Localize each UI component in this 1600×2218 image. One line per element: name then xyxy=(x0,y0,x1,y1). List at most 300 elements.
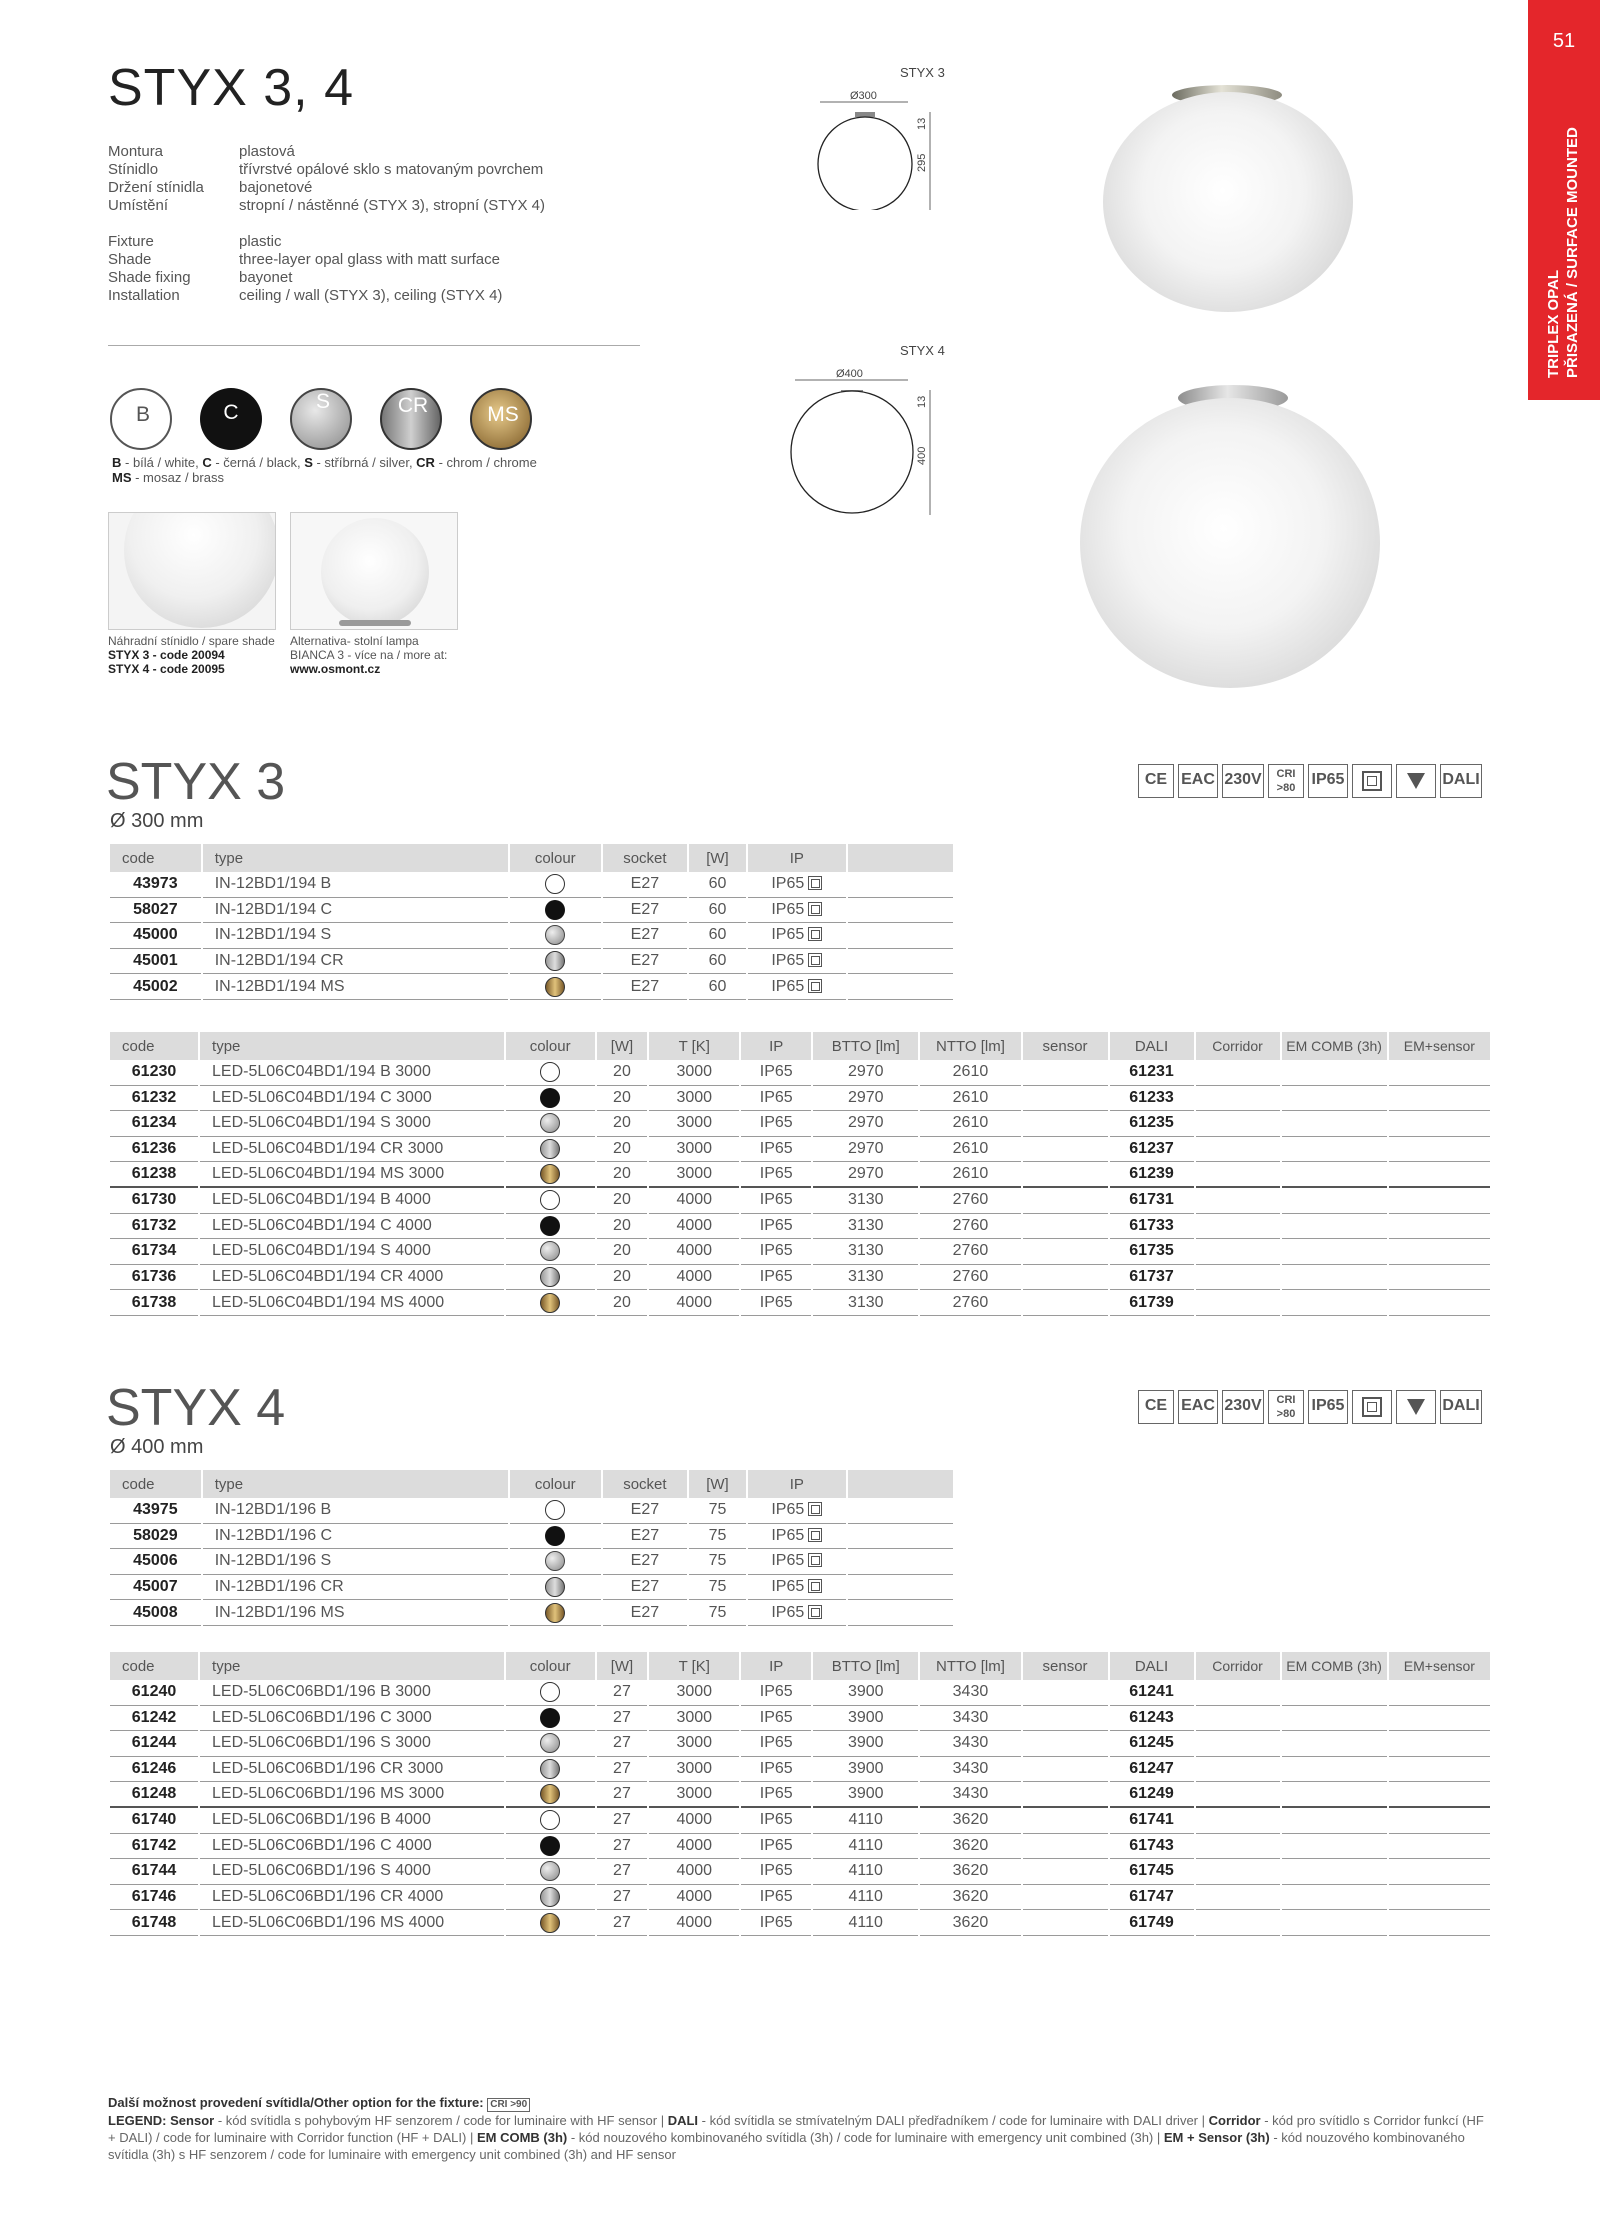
cell-type: LED-5L06C06BD1/196 C 4000 xyxy=(200,1834,504,1860)
table-row xyxy=(110,1575,953,1601)
dimension-dia: Ø400 xyxy=(836,368,863,380)
legend-desc: - kód pro svítidlo s Corridor funkcí (HF + DALI) / code for luminaire with Corridor function (HF + DALI) | xyxy=(108,2113,1484,2145)
spec-value: plastic xyxy=(239,233,282,250)
spec-key: Shade fixing xyxy=(108,269,191,286)
column-header: DALI xyxy=(1110,1652,1194,1680)
cell-colour xyxy=(506,1060,595,1086)
cell-dali: 61739 xyxy=(1110,1290,1194,1316)
cell-code: 61746 xyxy=(110,1885,198,1911)
cert-f-icon xyxy=(1396,1390,1436,1424)
table-row xyxy=(110,1214,1490,1240)
caption-line: STYX 3 - code 20094 xyxy=(108,648,225,662)
cell-ip xyxy=(748,1575,846,1601)
column-header: Corridor xyxy=(1196,1652,1280,1680)
cell-ip: IP65 xyxy=(741,1680,811,1706)
cell-type: LED-5L06C06BD1/196 S 3000 xyxy=(200,1731,504,1757)
spec-key: Shade xyxy=(108,251,152,268)
cell-watt: 27 xyxy=(597,1782,648,1808)
cell-em-comb xyxy=(1282,1239,1387,1265)
cell-dali: 61241 xyxy=(1110,1680,1194,1706)
cell-dali: 61247 xyxy=(1110,1757,1194,1783)
page-title: STYX 3, 4 xyxy=(108,59,354,117)
cell-ip: IP65 xyxy=(741,1060,811,1086)
colour-legend xyxy=(112,455,632,485)
cell-btto: 2970 xyxy=(813,1086,918,1112)
cell-btto: 2970 xyxy=(813,1137,918,1163)
header-row xyxy=(110,844,953,872)
cell-type: LED-5L06C04BD1/194 C 3000 xyxy=(200,1086,504,1112)
cell-em-sensor xyxy=(1389,1239,1490,1265)
cell-empty xyxy=(848,1549,953,1575)
cell-colour xyxy=(506,1680,595,1706)
spec-list-en xyxy=(108,233,628,305)
column-header: T [K] xyxy=(649,1032,739,1060)
cell-ntto: 2760 xyxy=(920,1290,1020,1316)
cell-type: IN-12BD1/196 MS xyxy=(203,1600,508,1626)
cell-ip: IP65 xyxy=(741,1214,811,1240)
cell-ntto: 3620 xyxy=(920,1808,1020,1834)
legend-code: S xyxy=(304,455,313,470)
cell-colour xyxy=(510,923,601,949)
cell-empty xyxy=(848,872,953,898)
cell-ntto: 2760 xyxy=(920,1188,1020,1214)
cell-corridor xyxy=(1196,1757,1280,1783)
cell-type: IN-12BD1/194 C xyxy=(203,898,508,924)
cell-sensor xyxy=(1023,1885,1108,1911)
cell-sensor xyxy=(1023,1137,1108,1163)
cell-ntto: 3430 xyxy=(920,1757,1020,1783)
styx4-title: STYX 4 xyxy=(106,1379,286,1437)
cell-code: 61730 xyxy=(110,1188,198,1214)
column-header: [W] xyxy=(689,844,746,872)
cell-em-sensor xyxy=(1389,1808,1490,1834)
column-header: type xyxy=(203,1470,508,1498)
swatch-black xyxy=(200,388,262,450)
cell-code: 61240 xyxy=(110,1680,198,1706)
cell-watt: 20 xyxy=(597,1137,648,1163)
table-row xyxy=(110,1549,953,1575)
cell-sensor xyxy=(1023,1290,1108,1316)
cell-sensor xyxy=(1023,1757,1108,1783)
cell-colour xyxy=(506,1265,595,1291)
cell-dali: 61741 xyxy=(1110,1808,1194,1834)
styx4-certifications xyxy=(1138,1390,1493,1426)
column-header: [W] xyxy=(597,1652,648,1680)
cell-sensor xyxy=(1023,1834,1108,1860)
column-header: EM+sensor xyxy=(1389,1032,1490,1060)
legend-text: - bílá / white, xyxy=(121,455,203,470)
cell-sensor xyxy=(1023,1706,1108,1732)
cell-ntto: 3620 xyxy=(920,1910,1020,1936)
table-row xyxy=(110,1680,1490,1706)
cell-colour xyxy=(506,1290,595,1316)
cell-sensor xyxy=(1023,1162,1108,1188)
column-header: IP xyxy=(748,1470,846,1498)
class-ii-icon xyxy=(808,902,822,916)
caption-line: STYX 4 - code 20095 xyxy=(108,662,225,676)
table-row xyxy=(110,923,953,949)
colour-ms-icon xyxy=(545,1603,565,1623)
cert-ip65-icon: IP65 xyxy=(1308,764,1348,798)
cell-em-comb xyxy=(1282,1111,1387,1137)
cell-dali: 61237 xyxy=(1110,1137,1194,1163)
cell-code: 61732 xyxy=(110,1214,198,1240)
ip-value: IP65 xyxy=(771,926,805,944)
cell-watt: 20 xyxy=(597,1239,648,1265)
legend-text: - mosaz / brass xyxy=(131,470,224,485)
cell-sensor xyxy=(1023,1239,1108,1265)
cell-type: LED-5L06C06BD1/196 CR 4000 xyxy=(200,1885,504,1911)
dimension-top: 13 xyxy=(916,117,928,130)
drawing-label: STYX 3 xyxy=(900,65,945,80)
cell-sensor xyxy=(1023,1265,1108,1291)
cell-ntto: 2760 xyxy=(920,1239,1020,1265)
cell-ip: IP65 xyxy=(741,1834,811,1860)
cell-em-comb xyxy=(1282,1808,1387,1834)
cell-corridor xyxy=(1196,1680,1280,1706)
cert-ce-icon: CE xyxy=(1138,764,1174,798)
side-label-line2: PŘISAZENÁ / SURFACE MOUNTED xyxy=(1564,127,1581,378)
table-row xyxy=(110,1060,1490,1086)
cell-temp: 3000 xyxy=(649,1782,739,1808)
cell-dali: 61249 xyxy=(1110,1782,1194,1808)
colour-s-icon xyxy=(540,1733,560,1753)
spec-key: Fixture xyxy=(108,233,154,250)
cert-230v-icon: 230V xyxy=(1222,1390,1264,1424)
cell-type: IN-12BD1/194 CR xyxy=(203,949,508,975)
ip-value: IP65 xyxy=(771,1501,805,1519)
cell-ip: IP65 xyxy=(741,1885,811,1911)
cell-type: LED-5L06C06BD1/196 B 3000 xyxy=(200,1680,504,1706)
colour-cr-icon xyxy=(545,951,565,971)
column-header: EM+sensor xyxy=(1389,1652,1490,1680)
legend-code: CR xyxy=(416,455,435,470)
table-row xyxy=(110,1265,1490,1291)
cell-ip: IP65 xyxy=(741,1265,811,1291)
spec-key: Umístění xyxy=(108,197,169,214)
ip-value: IP65 xyxy=(771,952,805,970)
cell-type: LED-5L06C04BD1/194 MS 4000 xyxy=(200,1290,504,1316)
colour-s-icon xyxy=(545,1551,565,1571)
cell-code: 61232 xyxy=(110,1086,198,1112)
cell-ip: IP65 xyxy=(741,1290,811,1316)
colour-c-icon xyxy=(540,1836,560,1856)
cell-type: LED-5L06C06BD1/196 CR 3000 xyxy=(200,1757,504,1783)
colour-cr-icon xyxy=(540,1267,560,1287)
cell-dali: 61735 xyxy=(1110,1239,1194,1265)
cell-em-sensor xyxy=(1389,1782,1490,1808)
styx3-table-led xyxy=(108,1032,1492,1316)
cell-type: LED-5L06C06BD1/196 MS 4000 xyxy=(200,1910,504,1936)
legend-term: Corridor xyxy=(1208,2113,1261,2128)
page-number: 51 xyxy=(1552,30,1576,52)
cell-em-sensor xyxy=(1389,1290,1490,1316)
cell-socket: E27 xyxy=(603,1498,688,1524)
header-row xyxy=(110,1652,1490,1680)
colour-cr-icon xyxy=(545,1577,565,1597)
cell-ip: IP65 xyxy=(741,1239,811,1265)
cell-colour xyxy=(510,1524,601,1550)
table-row xyxy=(110,1910,1490,1936)
spec-value: bajonetové xyxy=(239,179,313,196)
cell-ip xyxy=(748,1524,846,1550)
cell-em-comb xyxy=(1282,1885,1387,1911)
cell-em-sensor xyxy=(1389,1885,1490,1911)
cri-badge: CRI >90 xyxy=(487,2098,530,2112)
cert-class-ii-icon xyxy=(1352,1390,1392,1424)
cert-class-ii-icon xyxy=(1352,764,1392,798)
cell-watt: 60 xyxy=(689,974,746,1000)
cell-colour xyxy=(506,1162,595,1188)
column-header: DALI xyxy=(1110,1032,1194,1060)
cell-socket: E27 xyxy=(603,923,688,949)
styx4-diameter: Ø 400 mm xyxy=(110,1436,204,1458)
spec-value: bayonet xyxy=(239,269,293,286)
table-row xyxy=(110,1188,1490,1214)
spec-key: Montura xyxy=(108,143,164,160)
cell-watt: 20 xyxy=(597,1086,648,1112)
website-link[interactable]: www.osmont.cz xyxy=(290,662,381,676)
cell-em-sensor xyxy=(1389,1214,1490,1240)
cell-empty xyxy=(848,949,953,975)
cell-type: LED-5L06C04BD1/194 CR 3000 xyxy=(200,1137,504,1163)
cell-em-sensor xyxy=(1389,1680,1490,1706)
cell-code: 45006 xyxy=(110,1549,201,1575)
ip-value: IP65 xyxy=(771,1603,805,1621)
column-header: colour xyxy=(510,844,601,872)
cell-corridor xyxy=(1196,1290,1280,1316)
cell-corridor xyxy=(1196,1137,1280,1163)
cell-watt: 27 xyxy=(597,1885,648,1911)
table-row xyxy=(110,949,953,975)
table-row xyxy=(110,1885,1490,1911)
legend-text: - stříbrná / silver, xyxy=(312,455,417,470)
colour-b-icon xyxy=(540,1682,560,1702)
cell-corridor xyxy=(1196,1188,1280,1214)
swatch-silver xyxy=(290,388,352,450)
column-header: code xyxy=(110,1652,198,1680)
cell-dali: 61747 xyxy=(1110,1885,1194,1911)
column-header: type xyxy=(200,1652,504,1680)
cell-corridor xyxy=(1196,1111,1280,1137)
spec-key: Držení stínidla xyxy=(108,179,204,196)
cell-em-comb xyxy=(1282,1086,1387,1112)
column-header: IP xyxy=(741,1652,811,1680)
cell-btto: 3130 xyxy=(813,1214,918,1240)
cell-colour xyxy=(510,1549,601,1575)
side-label-line1: TRIPLEX OPAL xyxy=(1545,269,1562,378)
cell-watt: 27 xyxy=(597,1859,648,1885)
legend-desc: - kód svítidla s pohybovým HF senzorem / code for luminaire with HF sensor | xyxy=(214,2113,668,2128)
legend-text: - chrom / chrome xyxy=(434,455,537,470)
legend-text: - černá / black, xyxy=(211,455,305,470)
cell-socket: E27 xyxy=(603,949,688,975)
cell-type: LED-5L06C04BD1/194 C 4000 xyxy=(200,1214,504,1240)
cell-em-comb xyxy=(1282,1757,1387,1783)
cell-colour xyxy=(510,898,601,924)
cell-corridor xyxy=(1196,1265,1280,1291)
cell-dali: 61731 xyxy=(1110,1188,1194,1214)
cell-dali: 61737 xyxy=(1110,1265,1194,1291)
cell-colour xyxy=(510,974,601,1000)
cell-watt: 60 xyxy=(689,898,746,924)
cell-type: IN-12BD1/196 CR xyxy=(203,1575,508,1601)
column-header: code xyxy=(110,1470,201,1498)
cell-em-comb xyxy=(1282,1290,1387,1316)
column-header: code xyxy=(110,1032,198,1060)
cell-colour xyxy=(506,1239,595,1265)
cell-colour xyxy=(506,1885,595,1911)
cell-colour xyxy=(506,1188,595,1214)
cert-ce-icon: CE xyxy=(1138,1390,1174,1424)
cell-em-sensor xyxy=(1389,1162,1490,1188)
cert-eac-icon: EAC xyxy=(1178,1390,1218,1424)
cell-sensor xyxy=(1023,1060,1108,1086)
cell-sensor xyxy=(1023,1782,1108,1808)
spec-list-cz xyxy=(108,143,628,215)
cert-ip65-icon: IP65 xyxy=(1308,1390,1348,1424)
styx4-photo xyxy=(1080,380,1380,690)
styx3-certifications xyxy=(1138,764,1493,800)
column-header: [W] xyxy=(597,1032,648,1060)
cell-ip xyxy=(748,949,846,975)
table-row xyxy=(110,1524,953,1550)
cell-watt: 20 xyxy=(597,1162,648,1188)
cell-em-comb xyxy=(1282,1214,1387,1240)
cell-watt: 75 xyxy=(689,1524,746,1550)
cell-temp: 4000 xyxy=(649,1808,739,1834)
cert-dali-icon: DALI xyxy=(1440,1390,1482,1424)
column-header: IP xyxy=(741,1032,811,1060)
cell-temp: 3000 xyxy=(649,1757,739,1783)
cell-socket: E27 xyxy=(603,1600,688,1626)
colour-c-icon xyxy=(540,1216,560,1236)
legend-term: EM COMB (3h) xyxy=(476,2130,568,2145)
cell-code: 43975 xyxy=(110,1498,201,1524)
cert-230v-icon: 230V xyxy=(1222,764,1264,798)
cell-colour xyxy=(506,1859,595,1885)
cell-code: 61246 xyxy=(110,1757,198,1783)
cell-corridor xyxy=(1196,1885,1280,1911)
cell-empty xyxy=(848,923,953,949)
cell-watt: 20 xyxy=(597,1214,648,1240)
cell-type: LED-5L06C04BD1/194 S 3000 xyxy=(200,1111,504,1137)
colour-b-icon xyxy=(540,1810,560,1830)
cell-socket: E27 xyxy=(603,974,688,1000)
cell-ntto: 2760 xyxy=(920,1265,1020,1291)
column-header: socket xyxy=(603,1470,688,1498)
table-row xyxy=(110,1498,953,1524)
column-header: EM COMB (3h) xyxy=(1282,1652,1387,1680)
cell-colour xyxy=(510,1600,601,1626)
legend-code: B xyxy=(112,455,122,470)
legend-desc: - kód nouzového kombinovaného svítidla (3h) s HF senzorem / code for luminaire with emergency unit combined (3h) and HF sensor xyxy=(108,2130,1465,2162)
cell-ntto: 2760 xyxy=(920,1214,1020,1240)
cell-em-sensor xyxy=(1389,1060,1490,1086)
section-side-label xyxy=(1544,127,1582,378)
legend-desc: - kód nouzového kombinovaného svítidla (3h) / code for luminaire with emergency unit combined (3h) | xyxy=(567,2130,1164,2145)
table-row xyxy=(110,1782,1490,1808)
cell-ip: IP65 xyxy=(741,1137,811,1163)
dimension-height: 400 xyxy=(916,446,928,465)
cell-em-sensor xyxy=(1389,1706,1490,1732)
cell-code: 45008 xyxy=(110,1600,201,1626)
cell-btto: 2970 xyxy=(813,1162,918,1188)
cell-ntto: 2610 xyxy=(920,1137,1020,1163)
dimension-top: 13 xyxy=(916,395,928,408)
cell-btto: 3900 xyxy=(813,1757,918,1783)
cell-code: 45001 xyxy=(110,949,201,975)
cell-temp: 3000 xyxy=(649,1706,739,1732)
cell-code: 61238 xyxy=(110,1162,198,1188)
table-row xyxy=(110,1834,1490,1860)
table-row xyxy=(110,1162,1490,1188)
table-row xyxy=(110,1137,1490,1163)
cell-em-comb xyxy=(1282,1188,1387,1214)
cell-corridor xyxy=(1196,1086,1280,1112)
colour-b-icon xyxy=(540,1190,560,1210)
cell-ip: IP65 xyxy=(741,1859,811,1885)
cell-colour xyxy=(506,1910,595,1936)
cell-socket: E27 xyxy=(603,898,688,924)
cell-code: 58029 xyxy=(110,1524,201,1550)
swatch-white xyxy=(110,388,172,450)
cell-em-comb xyxy=(1282,1265,1387,1291)
cell-code: 61748 xyxy=(110,1910,198,1936)
cell-empty xyxy=(848,974,953,1000)
cell-watt: 27 xyxy=(597,1680,648,1706)
cell-temp: 4000 xyxy=(649,1885,739,1911)
cell-em-comb xyxy=(1282,1782,1387,1808)
styx4-table-bulb xyxy=(108,1470,955,1626)
cell-code: 61244 xyxy=(110,1731,198,1757)
cell-corridor xyxy=(1196,1910,1280,1936)
cell-dali: 61745 xyxy=(1110,1859,1194,1885)
cell-code: 61740 xyxy=(110,1808,198,1834)
cell-colour xyxy=(506,1731,595,1757)
cell-ip: IP65 xyxy=(741,1731,811,1757)
legend-label: LEGEND: xyxy=(108,2113,167,2128)
cell-em-comb xyxy=(1282,1859,1387,1885)
cell-ip xyxy=(748,1549,846,1575)
cell-colour xyxy=(506,1111,595,1137)
cell-dali: 61235 xyxy=(1110,1111,1194,1137)
ip-value: IP65 xyxy=(771,1578,805,1596)
cell-ntto: 3620 xyxy=(920,1834,1020,1860)
cell-temp: 4000 xyxy=(649,1290,739,1316)
swatch-chrome xyxy=(380,388,442,450)
spec-value: three-layer opal glass with matt surface xyxy=(239,251,500,268)
colour-cr-icon xyxy=(540,1759,560,1779)
spec-value: třívrstvé opálové sklo s matovaným povrchem xyxy=(239,161,544,178)
cell-corridor xyxy=(1196,1060,1280,1086)
legend-term: DALI xyxy=(667,2113,699,2128)
cell-ntto: 2610 xyxy=(920,1060,1020,1086)
class-ii-icon xyxy=(808,927,822,941)
spare-shade-image xyxy=(108,512,276,630)
column-header xyxy=(848,844,953,872)
cell-ntto: 3430 xyxy=(920,1782,1020,1808)
cell-watt: 27 xyxy=(597,1910,648,1936)
cell-ip: IP65 xyxy=(741,1808,811,1834)
legend-desc: - kód svítidla se stmívatelným DALI předřadníkem / code for luminaire with DALI driver | xyxy=(698,2113,1209,2128)
cell-ip xyxy=(748,974,846,1000)
ip-value: IP65 xyxy=(771,977,805,995)
spec-value: plastová xyxy=(239,143,295,160)
column-header: IP xyxy=(748,844,846,872)
cell-ntto: 2610 xyxy=(920,1162,1020,1188)
cell-corridor xyxy=(1196,1214,1280,1240)
